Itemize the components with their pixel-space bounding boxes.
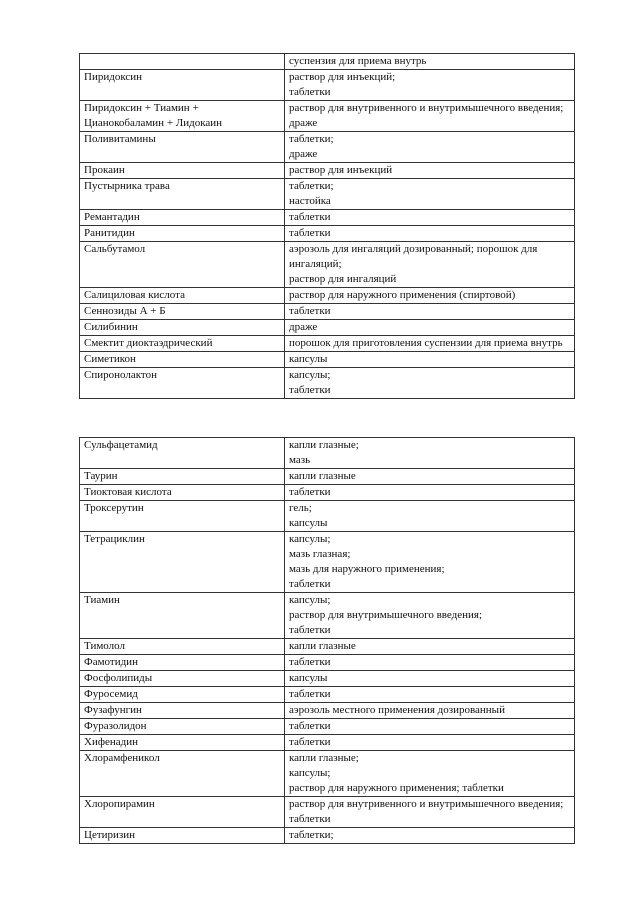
dosage-form-line: раствор для инъекций;	[289, 71, 396, 83]
dosage-form-line: раствор для инъекций	[289, 164, 393, 176]
dosage-form-cell	[285, 501, 575, 532]
dosage-form-cell	[285, 368, 575, 399]
dosage-form-cell	[285, 54, 575, 70]
table-row	[80, 132, 575, 163]
dosage-form-cell	[285, 304, 575, 320]
dosage-form-line: капсулы;	[289, 767, 331, 779]
drug-name-cell: Тиамин	[80, 593, 285, 639]
dosage-form-cell	[285, 70, 575, 101]
table-row	[80, 501, 575, 532]
drug-name-cell: Хифенадин	[80, 735, 285, 751]
drug-name-cell: Хлоропирамин	[80, 797, 285, 828]
table-row	[80, 54, 575, 70]
dosage-form-line: капли глазные;	[289, 752, 359, 764]
dosage-form-cell	[285, 485, 575, 501]
dosage-form-line: капли глазные	[289, 640, 356, 652]
table-row	[80, 593, 575, 639]
table-row	[80, 655, 575, 671]
dosage-form-cell	[285, 828, 575, 844]
dosage-form-line: таблетки	[289, 578, 331, 590]
dosage-form-cell	[285, 671, 575, 687]
dosage-form-line: драже	[289, 321, 318, 333]
table-row	[80, 703, 575, 719]
dosage-form-line: таблетки	[289, 384, 331, 396]
dosage-form-line: капсулы;	[289, 369, 331, 381]
table-row	[80, 304, 575, 320]
dosage-form-line: капсулы	[289, 353, 328, 365]
dosage-form-cell	[285, 639, 575, 655]
table-row	[80, 828, 575, 844]
drug-name-cell: Сульфацетамид	[80, 438, 285, 469]
drug-name-cell: Сальбутамол	[80, 242, 285, 288]
dosage-form-cell	[285, 288, 575, 304]
dosage-form-cell	[285, 751, 575, 797]
drug-name-cell: Пустырника трава	[80, 179, 285, 210]
dosage-form-line: капли глазные;	[289, 439, 359, 451]
dosage-form-line: гель;	[289, 502, 312, 514]
dosage-form-line: капсулы	[289, 672, 328, 684]
drug-name-cell: Пиридоксин + Тиамин + Цианокобаламин + Лидокаин	[80, 101, 285, 132]
drug-name-cell: Поливитамины	[80, 132, 285, 163]
dosage-form-cell	[285, 703, 575, 719]
dosage-form-line: суспензия для приема внутрь	[289, 55, 427, 67]
dosage-form-line: раствор для внутривенного и внутримышечного введения;	[289, 102, 564, 114]
drug-name-cell: Тиоктовая кислота	[80, 485, 285, 501]
drug-name-cell: Тетрациклин	[80, 532, 285, 593]
dosage-form-line: таблетки	[289, 688, 331, 700]
dosage-form-line: раствор для наружного применения (спиртовой)	[289, 289, 516, 301]
dosage-form-cell	[285, 163, 575, 179]
table-row	[80, 336, 575, 352]
dosage-form-cell	[285, 226, 575, 242]
dosage-form-cell	[285, 132, 575, 163]
dosage-form-line: капли глазные	[289, 470, 356, 482]
table-row	[80, 288, 575, 304]
drug-name-cell: Сеннозиды А + Б	[80, 304, 285, 320]
dosage-form-cell	[285, 438, 575, 469]
drug-name-cell: Смектит диоктаэдрический	[80, 336, 285, 352]
dosage-form-line: мазь глазная;	[289, 548, 351, 560]
table-row	[80, 101, 575, 132]
drug-name-cell: Салициловая кислота	[80, 288, 285, 304]
table-row	[80, 719, 575, 735]
drug-name-cell: Фосфолипиды	[80, 671, 285, 687]
drug-name-cell: Таурин	[80, 469, 285, 485]
dosage-form-line: аэрозоль местного применения дозированный	[289, 704, 505, 716]
table-row	[80, 242, 575, 288]
table-row	[80, 438, 575, 469]
dosage-form-line: таблетки	[289, 736, 331, 748]
drug-name-cell: Ранитидин	[80, 226, 285, 242]
table-row	[80, 352, 575, 368]
dosage-form-cell	[285, 593, 575, 639]
table-row	[80, 735, 575, 751]
table-row	[80, 797, 575, 828]
dosage-form-line: таблетки;	[289, 829, 334, 841]
table-row	[80, 179, 575, 210]
drug-name-cell	[80, 54, 285, 70]
dosage-form-cell	[285, 320, 575, 336]
dosage-form-line: аэрозоль для ингаляций дозированный; порошок для ингаляций;	[289, 243, 538, 270]
dosage-form-cell	[285, 735, 575, 751]
dosage-form-line: таблетки;	[289, 180, 334, 192]
dosage-form-line: раствор для ингаляций	[289, 273, 397, 285]
dosage-form-line: раствор для внутривенного и внутримышечного введения;	[289, 798, 564, 810]
drug-name-cell: Фузафунгин	[80, 703, 285, 719]
drug-name-cell: Прокаин	[80, 163, 285, 179]
drug-name-cell: Фамотидин	[80, 655, 285, 671]
drug-name-cell: Троксерутин	[80, 501, 285, 532]
dosage-form-cell	[285, 179, 575, 210]
dosage-form-cell	[285, 719, 575, 735]
table-row	[80, 70, 575, 101]
table-row	[80, 368, 575, 399]
dosage-form-line: таблетки	[289, 211, 331, 223]
dosage-form-line: таблетки	[289, 86, 331, 98]
dosage-form-line: раствор для наружного применения; таблетки	[289, 782, 504, 794]
table-row	[80, 751, 575, 797]
dosage-form-cell	[285, 242, 575, 288]
dosage-form-line: мазь для наружного применения;	[289, 563, 445, 575]
dosage-form-line: таблетки	[289, 227, 331, 239]
table-row	[80, 687, 575, 703]
dosage-form-cell	[285, 797, 575, 828]
drug-name-cell: Спиронолактон	[80, 368, 285, 399]
dosage-form-line: таблетки	[289, 624, 331, 636]
table-row	[80, 210, 575, 226]
dosage-form-line: настойка	[289, 195, 331, 207]
drug-table-1	[79, 53, 575, 399]
dosage-form-line: таблетки	[289, 305, 331, 317]
dosage-form-cell	[285, 532, 575, 593]
drug-name-cell: Пиридоксин	[80, 70, 285, 101]
table-row	[80, 639, 575, 655]
drug-name-cell: Хлорамфеникол	[80, 751, 285, 797]
drug-name-cell: Фуросемид	[80, 687, 285, 703]
table-row	[80, 485, 575, 501]
drug-table-2	[79, 437, 575, 844]
table-row	[80, 469, 575, 485]
dosage-form-line: таблетки;	[289, 133, 334, 145]
dosage-form-line: раствор для внутримышечного введения;	[289, 609, 483, 621]
dosage-form-cell	[285, 101, 575, 132]
dosage-form-cell	[285, 352, 575, 368]
dosage-form-line: капсулы	[289, 517, 328, 529]
table-row	[80, 226, 575, 242]
drug-name-cell: Силибинин	[80, 320, 285, 336]
dosage-form-line: таблетки	[289, 486, 331, 498]
drug-name-cell: Ремантадин	[80, 210, 285, 226]
table-row	[80, 532, 575, 593]
dosage-form-line: капсулы;	[289, 594, 331, 606]
dosage-form-line: таблетки	[289, 813, 331, 825]
table-row	[80, 163, 575, 179]
drug-table-1-body	[80, 54, 575, 399]
dosage-form-line: драже	[289, 148, 318, 160]
drug-name-cell: Цетиризин	[80, 828, 285, 844]
dosage-form-cell	[285, 210, 575, 226]
dosage-form-line: таблетки	[289, 720, 331, 732]
dosage-form-cell	[285, 469, 575, 485]
table-row	[80, 320, 575, 336]
dosage-form-cell	[285, 336, 575, 352]
dosage-form-line: драже	[289, 117, 318, 129]
drug-table-2-body	[80, 438, 575, 844]
dosage-form-line: капсулы;	[289, 533, 331, 545]
drug-name-cell: Фуразолидон	[80, 719, 285, 735]
dosage-form-line: порошок для приготовления суспензии для приема внутрь	[289, 337, 563, 349]
dosage-form-line: таблетки	[289, 656, 331, 668]
drug-name-cell: Симетикон	[80, 352, 285, 368]
dosage-form-line: мазь	[289, 454, 311, 466]
table-row	[80, 671, 575, 687]
dosage-form-cell	[285, 687, 575, 703]
dosage-form-cell	[285, 655, 575, 671]
drug-name-cell: Тимолол	[80, 639, 285, 655]
